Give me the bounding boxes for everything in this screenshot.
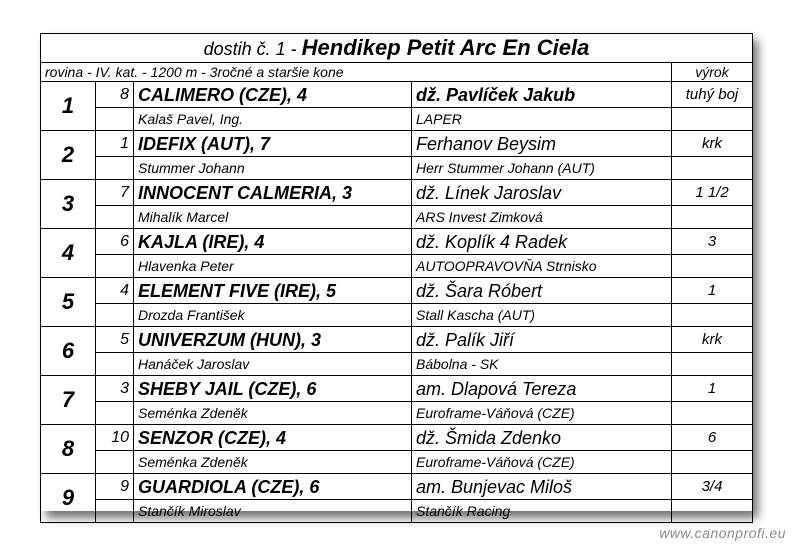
trainer-name: Hlavenka Peter: [134, 255, 412, 278]
owner-name: Euroframe-Váňová (CZE): [412, 451, 672, 474]
margin-value: 1: [672, 376, 753, 402]
result-row-main: [41, 131, 753, 157]
empty-margin-cell: [672, 402, 753, 425]
result-row-main: [41, 376, 753, 402]
jockey-name: dž. Pavlíček Jakub: [412, 82, 672, 108]
place-cell: 3: [41, 180, 96, 229]
empty-margin-cell: [672, 206, 753, 229]
result-row-sub: [41, 304, 753, 327]
jockey-name: dž. Koplík 4 Radek: [412, 229, 672, 255]
start-number: 9: [96, 474, 134, 500]
empty-number-cell: [96, 304, 134, 327]
margin-value: 1: [672, 278, 753, 304]
result-row-main: [41, 180, 753, 206]
start-number: 1: [96, 131, 134, 157]
start-number: 4: [96, 278, 134, 304]
start-number: 5: [96, 327, 134, 353]
horse-name: CALIMERO (CZE), 4: [134, 82, 412, 108]
race-title-prefix: dostih č. 1 -: [203, 39, 302, 59]
place-cell: 7: [41, 376, 96, 425]
result-row-sub: [41, 500, 753, 523]
horse-name: SENZOR (CZE), 4: [134, 425, 412, 451]
empty-number-cell: [96, 500, 134, 523]
owner-name: Bábolna - SK: [412, 353, 672, 376]
place-cell: 4: [41, 229, 96, 278]
place-cell: 6: [41, 327, 96, 376]
result-row-sub: [41, 108, 753, 131]
jockey-name: am. Dlapová Tereza: [412, 376, 672, 402]
place-cell: 5: [41, 278, 96, 327]
jockey-name: dž. Línek Jaroslav: [412, 180, 672, 206]
result-row-main: [41, 278, 753, 304]
result-row-main: [41, 327, 753, 353]
result-row-main: [41, 229, 753, 255]
start-number: 10: [96, 425, 134, 451]
empty-number-cell: [96, 353, 134, 376]
owner-name: ARS Invest Zimková: [412, 206, 672, 229]
empty-number-cell: [96, 255, 134, 278]
jockey-name: Ferhanov Beysim: [412, 131, 672, 157]
trainer-name: Seménka Zdeněk: [134, 402, 412, 425]
margin-value: krk: [672, 327, 753, 353]
owner-name: AUTOOPRAVOVŇA Strnisko: [412, 255, 672, 278]
empty-margin-cell: [672, 451, 753, 474]
empty-number-cell: [96, 402, 134, 425]
jockey-name: dž. Šara Róbert: [412, 278, 672, 304]
owner-name: Herr Stummer Johann (AUT): [412, 157, 672, 180]
result-row-sub: [41, 353, 753, 376]
trainer-name: Stančík Miroslav: [134, 500, 412, 523]
owner-name: LAPER: [412, 108, 672, 131]
owner-name: Stall Kascha (AUT): [412, 304, 672, 327]
horse-name: SHEBY JAIL (CZE), 6: [134, 376, 412, 402]
empty-margin-cell: [672, 255, 753, 278]
result-row-main: [41, 425, 753, 451]
race-title: [41, 34, 753, 63]
jockey-name: dž. Šmida Zdenko: [412, 425, 672, 451]
trainer-name: Mihalík Marcel: [134, 206, 412, 229]
race-title-name: Hendikep Petit Arc En Ciela: [301, 35, 590, 60]
start-number: 3: [96, 376, 134, 402]
empty-margin-cell: [672, 304, 753, 327]
race-results-table: [40, 33, 753, 523]
result-row-sub: [41, 157, 753, 180]
empty-number-cell: [96, 157, 134, 180]
jockey-name: am. Bunjevac Miloš: [412, 474, 672, 500]
race-conditions: rovina - IV. kat. - 1200 m - 3ročné a staršie kone: [41, 63, 672, 82]
horse-name: ELEMENT FIVE (IRE), 5: [134, 278, 412, 304]
place-cell: 8: [41, 425, 96, 474]
margin-value: 3/4: [672, 474, 753, 500]
margin-value: 6: [672, 425, 753, 451]
empty-number-cell: [96, 108, 134, 131]
start-number: 6: [96, 229, 134, 255]
owner-name: Euroframe-Váňová (CZE): [412, 402, 672, 425]
empty-margin-cell: [672, 500, 753, 523]
watermark: www.canonprofi.eu: [659, 525, 786, 541]
jockey-name: dž. Palík Jiří: [412, 327, 672, 353]
result-row-main: [41, 474, 753, 500]
empty-number-cell: [96, 206, 134, 229]
place-cell: 2: [41, 131, 96, 180]
margin-value: 1 1/2: [672, 180, 753, 206]
trainer-name: Drozda František: [134, 304, 412, 327]
horse-name: KAJLA (IRE), 4: [134, 229, 412, 255]
race-title-row: [41, 34, 753, 63]
result-row-sub: [41, 402, 753, 425]
race-conditions-row: [41, 63, 753, 82]
margin-header: výrok: [672, 63, 753, 82]
margin-value: krk: [672, 131, 753, 157]
trainer-name: Seménka Zdeněk: [134, 451, 412, 474]
margin-value: 3: [672, 229, 753, 255]
result-row-sub: [41, 255, 753, 278]
empty-margin-cell: [672, 108, 753, 131]
result-row-sub: [41, 451, 753, 474]
margin-value: tuhý boj: [672, 82, 753, 108]
trainer-name: Stummer Johann: [134, 157, 412, 180]
start-number: 8: [96, 82, 134, 108]
horse-name: GUARDIOLA (CZE), 6: [134, 474, 412, 500]
trainer-name: Hanáček Jaroslav: [134, 353, 412, 376]
empty-margin-cell: [672, 353, 753, 376]
empty-number-cell: [96, 451, 134, 474]
owner-name: Stančík Racing: [412, 500, 672, 523]
result-row-sub: [41, 206, 753, 229]
start-number: 7: [96, 180, 134, 206]
horse-name: IDEFIX (AUT), 7: [134, 131, 412, 157]
place-cell: 9: [41, 474, 96, 523]
place-cell: 1: [41, 82, 96, 131]
horse-name: INNOCENT CALMERIA, 3: [134, 180, 412, 206]
result-row-main: [41, 82, 753, 108]
empty-margin-cell: [672, 157, 753, 180]
horse-name: UNIVERZUM (HUN), 3: [134, 327, 412, 353]
trainer-name: Kalaš Pavel, Ing.: [134, 108, 412, 131]
